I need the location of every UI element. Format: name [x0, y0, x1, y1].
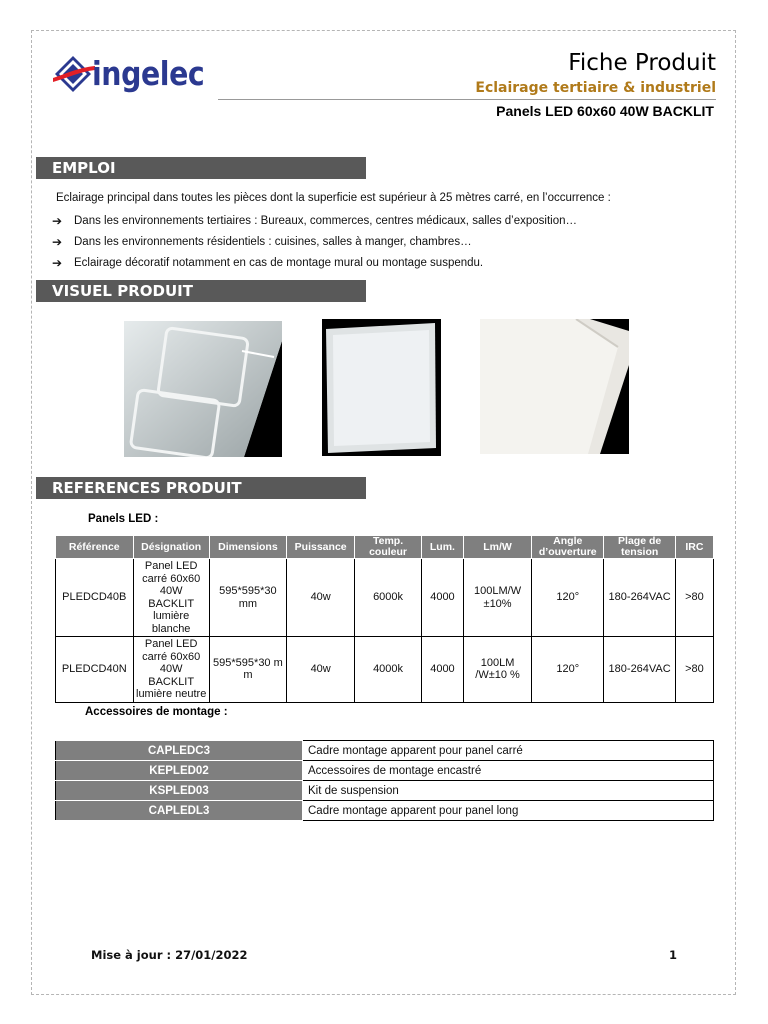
header-divider [218, 99, 716, 100]
table-cell: 120° [532, 559, 604, 637]
column-header: Dimensions [209, 536, 286, 559]
panels-label: Panels LED : [88, 513, 159, 525]
section-visuel-heading: VISUEL PRODUIT [36, 280, 366, 302]
accessory-code: CAPLEDL3 [56, 801, 303, 821]
table-row [56, 637, 714, 703]
page-title: Fiche Produit [568, 50, 716, 76]
table-cell: 595*595*30 mm [209, 559, 286, 637]
accessory-code: KSPLED03 [56, 781, 303, 801]
product-name: Panels LED 60x60 40W BACKLIT [496, 103, 714, 119]
column-header: Plage de tension [604, 536, 675, 559]
list-item: ➔ Dans les environnements tertiaires : Bureaux, commerces, centres médicaux, salles d’exposition… [52, 213, 577, 234]
emploi-list [52, 213, 577, 276]
accessory-code: CAPLEDC3 [56, 741, 303, 761]
table-row [56, 559, 714, 637]
table-cell: 120° [532, 637, 604, 703]
column-header: Référence [56, 536, 134, 559]
product-image-front [322, 319, 441, 456]
section-emploi-heading: EMPLOI [36, 157, 366, 179]
table-cell: 100LM /W±10 % [464, 637, 532, 703]
list-item: ➔ Dans les environnements résidentiels : cuisines, salles à manger, chambres… [52, 234, 577, 255]
column-header: Puissance [287, 536, 355, 559]
table-cell: 180-264VAC [604, 559, 675, 637]
accessory-code: KEPLED02 [56, 761, 303, 781]
list-item: ➔ Eclairage décoratif notamment en cas de montage mural ou montage suspendu. [52, 255, 577, 276]
table-cell: >80 [675, 559, 713, 637]
table-cell: PLEDCD40N [56, 637, 134, 703]
table-cell: Panel LED carré 60x60 40W BACKLIT lumière neutre [133, 637, 209, 703]
table-cell: 40w [287, 559, 355, 637]
column-header: Temp. couleur [355, 536, 422, 559]
table-cell: Panel LED carré 60x60 40W BACKLIT lumière blanche [133, 559, 209, 637]
table-cell: 4000 [421, 559, 463, 637]
arrow-right-icon: ➔ [52, 256, 63, 270]
arrow-right-icon: ➔ [52, 235, 63, 249]
accessories-table [55, 740, 714, 821]
update-date: Mise à jour : 27/01/2022 [91, 948, 248, 962]
emploi-intro: Eclairage principal dans toutes les pièces dont la superficie est supérieur à 25 mètres carré, en l’occurrence : [56, 192, 611, 204]
table-cell: >80 [675, 637, 713, 703]
references-table [55, 535, 714, 703]
table-row [56, 781, 714, 801]
table-cell: PLEDCD40B [56, 559, 134, 637]
column-header: Angle d’ouverture [532, 536, 604, 559]
column-header: Lum. [421, 536, 463, 559]
table-cell: 100LM/W ±10% [464, 559, 532, 637]
table-cell: 40w [287, 637, 355, 703]
page-subtitle: Eclairage tertiaire & industriel [475, 80, 716, 96]
table-header-row [56, 536, 714, 559]
product-image-corner [480, 319, 629, 454]
accessory-description: Cadre montage apparent pour panel long [303, 801, 714, 821]
brand-name: ingelec [92, 54, 205, 93]
table-cell: 4000 [421, 637, 463, 703]
column-header: Lm/W [464, 536, 532, 559]
table-cell: 4000k [355, 637, 422, 703]
page-number: 1 [669, 948, 678, 962]
column-header: IRC [675, 536, 713, 559]
table-row [56, 761, 714, 781]
column-header: Désignation [133, 536, 209, 559]
accessory-description: Accessoires de montage encastré [303, 761, 714, 781]
accessory-description: Kit de suspension [303, 781, 714, 801]
accessories-label: Accessoires de montage : [85, 706, 228, 718]
product-image-detail [124, 321, 282, 457]
table-row [56, 801, 714, 821]
arrow-right-icon: ➔ [52, 214, 63, 228]
accessory-description: Cadre montage apparent pour panel carré [303, 741, 714, 761]
table-cell: 6000k [355, 559, 422, 637]
table-row [56, 741, 714, 761]
section-references-heading: REFERENCES PRODUIT [36, 477, 366, 499]
table-cell: 595*595*30 m m [209, 637, 286, 703]
table-cell: 180-264VAC [604, 637, 675, 703]
